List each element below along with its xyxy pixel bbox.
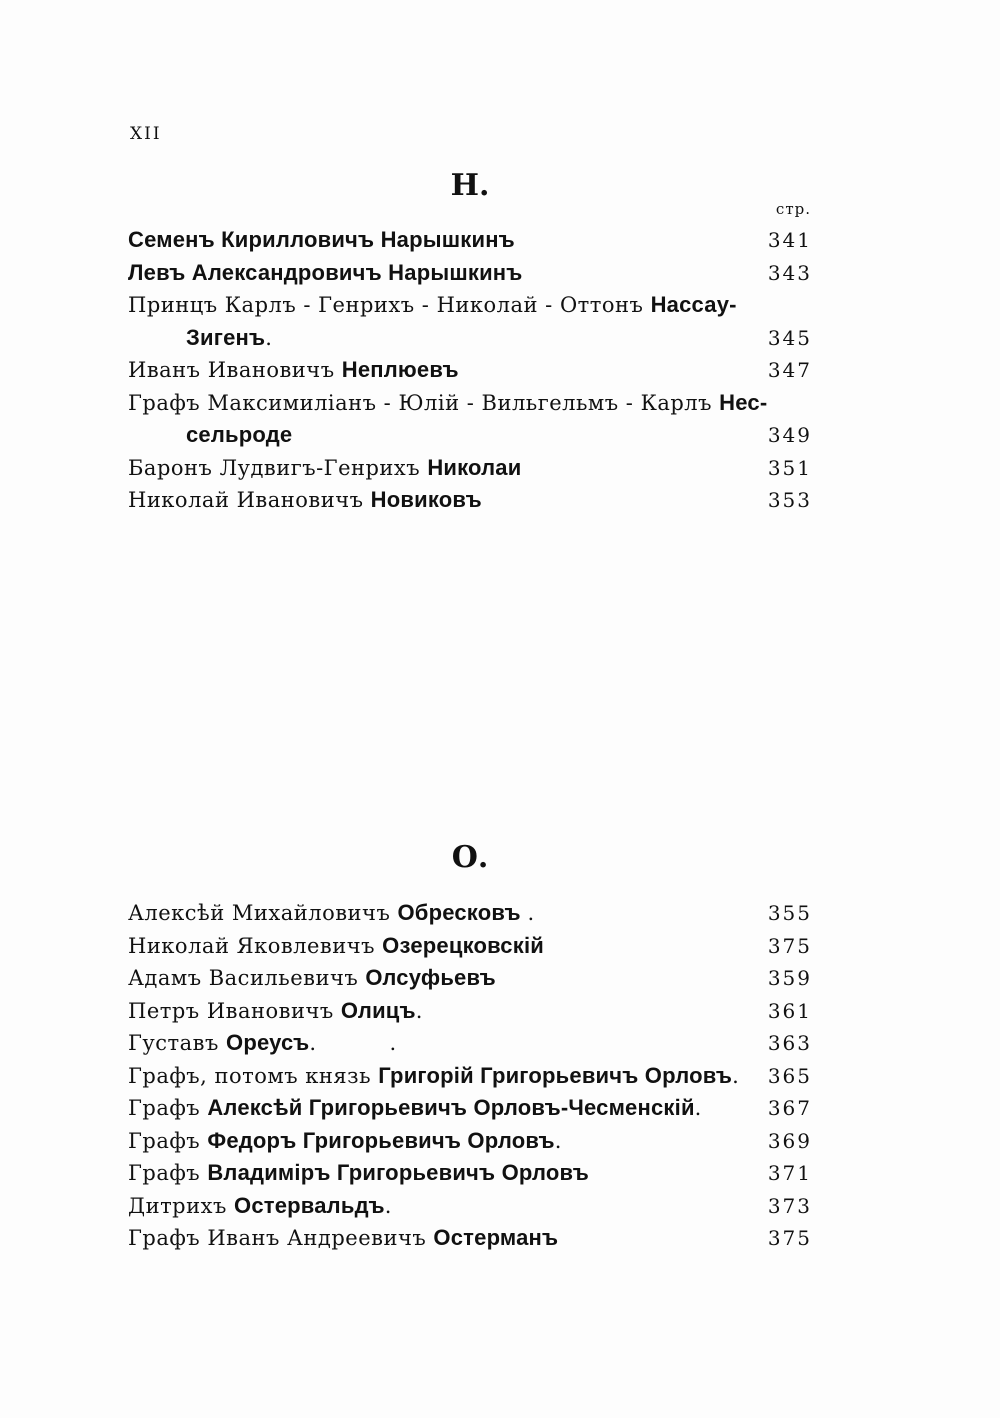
entry-title: Графъ [128, 1096, 208, 1120]
entry-title: Петръ Ивановичъ [128, 998, 341, 1023]
index-entry [128, 1157, 812, 1190]
section-o-entries [128, 897, 812, 1255]
entry-page: 363 [767, 1031, 812, 1055]
entry-page: 359 [767, 966, 812, 990]
entry-page: 343 [767, 260, 812, 285]
index-entry [128, 1060, 812, 1093]
index-entry [128, 289, 812, 354]
index-entry [128, 257, 812, 290]
entry-page: 375 [767, 1226, 812, 1250]
index-entry [128, 1092, 812, 1125]
entry-title: Николай Ивановичъ [128, 488, 371, 512]
entry-punct: . [520, 901, 535, 925]
page-number: XII [130, 124, 162, 144]
index-entry [128, 1190, 812, 1223]
section-heading-n: Н. [450, 168, 490, 203]
index-entry [128, 1125, 812, 1158]
index-entry [128, 354, 812, 387]
entry-page: 365 [767, 1063, 812, 1088]
entry-name: Нассау- [650, 292, 737, 317]
entry-name: Григорій Григорьевичъ Орловъ [378, 1062, 733, 1088]
entry-name: Алексѣй Григорьевичъ Орловъ-Чесменскій [207, 1095, 695, 1120]
page-column-label: стр. [775, 200, 811, 218]
entry-name: Нес- [719, 389, 768, 415]
entry-name: Олицъ [340, 997, 416, 1023]
index-entry [128, 1222, 812, 1255]
entry-title: Густавъ [128, 1031, 227, 1055]
entry-name: Николаи [427, 454, 522, 480]
index-entry [128, 897, 812, 930]
entry-name: Озерецковскій [382, 932, 544, 958]
entry-title: Иванъ Ивановичъ [128, 358, 342, 382]
entry-page: 349 [767, 423, 812, 447]
index-entry [128, 484, 812, 517]
entry-title: Принцъ Карлъ - Генрихъ - Николай - Оттонъ [128, 293, 651, 317]
section-heading-o: О. [451, 840, 489, 875]
entry-page: 347 [767, 358, 812, 382]
entry-punct: . [265, 325, 272, 350]
entry-page: 373 [767, 1193, 812, 1218]
entry-name: Неплюевъ [341, 357, 459, 382]
entry-name: Олсуфьевъ [365, 965, 496, 990]
entry-title: Баронъ Лудвигъ-Генрихъ [128, 455, 428, 480]
index-entry [128, 387, 812, 452]
entry-punct: . . [309, 1031, 397, 1055]
entry-page: 345 [767, 325, 812, 350]
index-entry [128, 962, 812, 995]
entry-page: 367 [767, 1096, 812, 1120]
entry-name: Остерманъ [433, 1225, 559, 1250]
entry-title: Графъ Иванъ Андреевичъ [128, 1226, 434, 1250]
entry-title: Алексѣй Михайловичъ [128, 901, 398, 925]
index-entry [128, 930, 812, 963]
entry-name-cont: сельроде [186, 422, 293, 447]
entry-punct: . [384, 1193, 392, 1218]
entry-page: 361 [767, 998, 812, 1023]
entry-title: Николай Яковлевичъ [128, 933, 383, 958]
entry-name: Семенъ Кирилловичъ Нарышкинъ [128, 227, 515, 252]
index-entry [128, 995, 812, 1028]
index-entry [128, 1027, 812, 1060]
entry-name: Федоръ Григорьевичъ Орловъ [207, 1127, 555, 1153]
entry-punct: . [694, 1096, 702, 1120]
entry-page: 351 [767, 455, 812, 480]
entry-name-cont: Зигенъ [186, 324, 266, 350]
entry-name: Обресковъ [397, 900, 521, 925]
entry-page: 369 [767, 1128, 812, 1153]
entry-punct: . [415, 998, 423, 1023]
entry-page: 353 [767, 488, 812, 512]
entry-page: 355 [767, 901, 812, 925]
entry-punct: . [554, 1128, 562, 1153]
entry-name: Новиковъ [370, 487, 482, 512]
entry-page: 341 [767, 228, 812, 252]
entry-page: 375 [767, 933, 812, 958]
entry-punct: . [732, 1063, 739, 1088]
entry-name: Левъ Александровичъ Нарышкинъ [128, 259, 523, 285]
entry-name: Владиміръ Григорьевичъ Орловъ [207, 1160, 589, 1185]
entry-title: Графъ, потомъ князь [128, 1063, 379, 1088]
entry-title: Графъ [128, 1161, 208, 1185]
entry-title: Графъ [128, 1128, 208, 1153]
entry-name: Остервальдъ [234, 1192, 385, 1218]
entry-title: Графъ Максимиліанъ - Юлій - Вильгельмъ - Карлъ [128, 390, 720, 415]
entry-title: Дитрихъ [128, 1193, 235, 1218]
index-entry [128, 452, 812, 485]
section-n-entries [128, 224, 812, 517]
entry-title: Адамъ Васильевичъ [128, 966, 366, 990]
index-entry [128, 224, 812, 257]
entry-page: 371 [767, 1161, 812, 1185]
entry-name: Ореусъ [226, 1030, 310, 1055]
